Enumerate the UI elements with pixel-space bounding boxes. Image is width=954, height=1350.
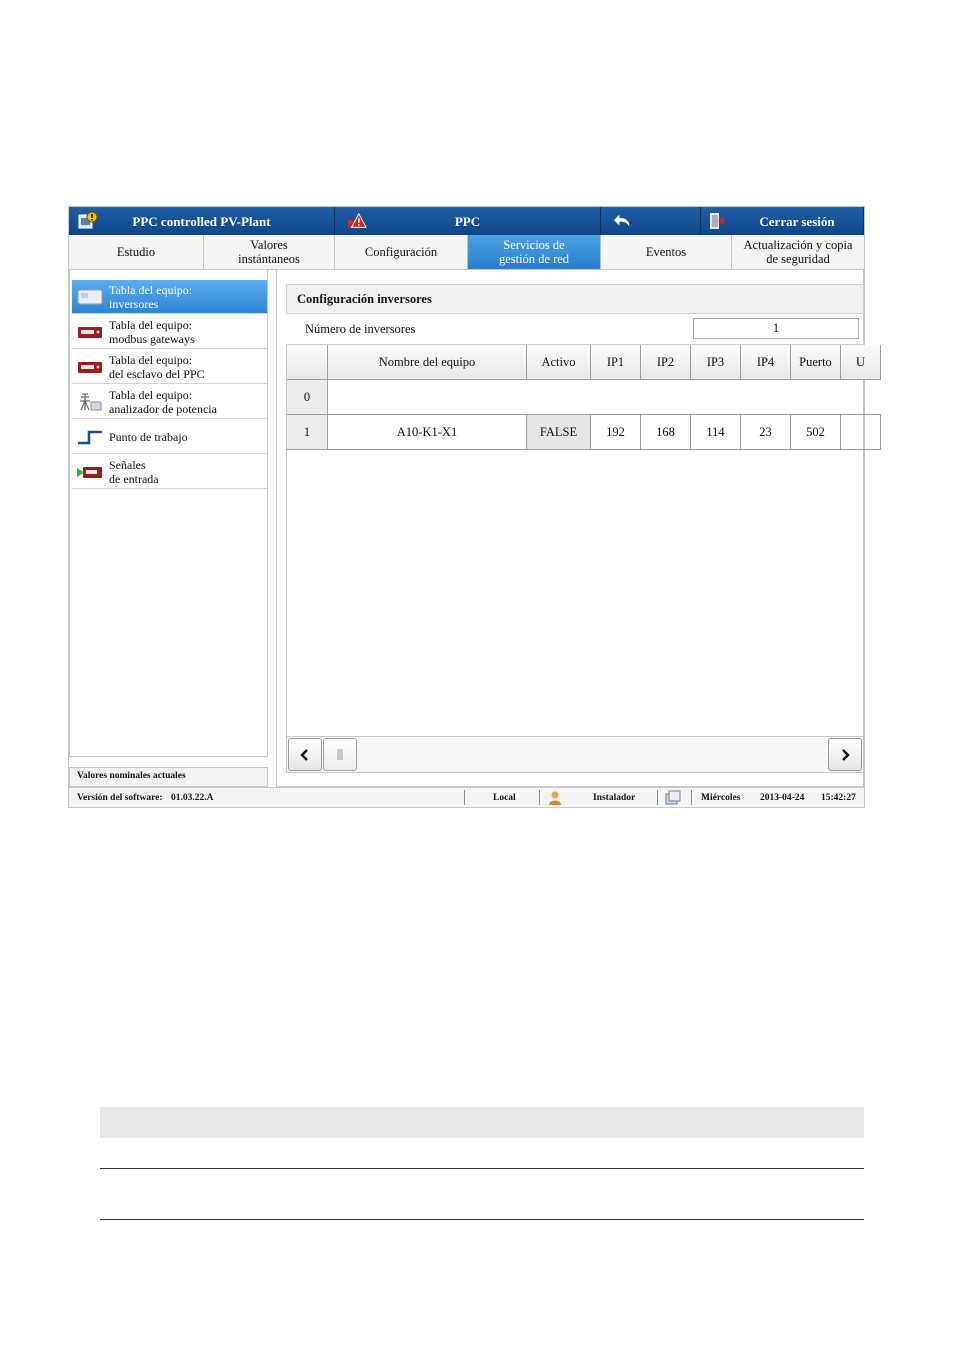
weekday: Miércoles: [701, 793, 741, 803]
inverter-count-input[interactable]: 1: [693, 318, 859, 339]
table-cell[interactable]: 168: [641, 415, 691, 450]
title-bar: [69, 207, 864, 235]
table-corner: [287, 345, 328, 380]
tab-servicios-gestion-red[interactable]: Servicios de gestión de red: [468, 235, 601, 269]
sidebar-item-label: [109, 318, 195, 346]
column-header[interactable]: IP4: [741, 345, 791, 380]
plant-name: PPC controlled PV-Plant: [132, 214, 271, 229]
undo-icon: [613, 211, 633, 231]
sidebar-item-label: [109, 430, 188, 444]
sidebar-label-line2: modbus gateways: [109, 332, 195, 346]
table-cell[interactable]: FALSE: [527, 415, 591, 450]
sidebar-label-line2: inversores: [109, 297, 159, 311]
operating-point-icon: [77, 428, 103, 446]
column-header[interactable]: IP3: [691, 345, 741, 380]
logout-icon: [707, 211, 727, 231]
sidebar-item-analizador-potencia[interactable]: [72, 385, 267, 419]
sidebar-item-inversores[interactable]: [72, 280, 267, 314]
date: 2013-04-24: [760, 793, 805, 803]
device-segment[interactable]: [335, 207, 601, 235]
time: 15:42:27: [821, 793, 856, 803]
gateway-icon: [77, 323, 103, 341]
sidebar-label-line1: Señales: [109, 458, 146, 472]
row-header[interactable]: 1: [287, 415, 328, 450]
user-icon: [547, 790, 563, 806]
undo-segment[interactable]: [601, 207, 701, 235]
tab-estudio[interactable]: Estudio: [69, 235, 204, 269]
sidebar-item-punto-trabajo[interactable]: [72, 420, 267, 454]
inverter-icon: [77, 288, 103, 306]
sidebar-label-line1: Tabla del equipo:: [109, 353, 193, 367]
sidebar-label-line1: Tabla del equipo:: [109, 283, 193, 297]
software-version: 01.03.22.A: [171, 793, 214, 803]
scroll-left-button[interactable]: [288, 738, 322, 771]
table-cell[interactable]: [841, 415, 881, 450]
inverter-count-label: Número de inversores: [305, 322, 416, 336]
column-header[interactable]: Activo: [527, 345, 591, 380]
panel-title: Configuración inversores: [286, 284, 864, 314]
scroll-right-button[interactable]: [828, 738, 862, 771]
row-header[interactable]: 0: [287, 380, 328, 415]
column-header[interactable]: U: [841, 345, 881, 380]
table-cell[interactable]: A10-K1-X1: [328, 415, 527, 450]
divider: [691, 790, 692, 805]
divider: [464, 790, 465, 805]
column-header[interactable]: Nombre del equipo: [328, 345, 527, 380]
status-bar: [69, 787, 864, 807]
column-header[interactable]: IP2: [641, 345, 691, 380]
tab-eventos[interactable]: Eventos: [601, 235, 732, 269]
plant-segment[interactable]: [69, 207, 335, 235]
sidebar: [69, 269, 268, 757]
grip-icon: [324, 739, 356, 770]
inverter-count-row: [286, 314, 864, 345]
sidebar-label-line1: Tabla del equipo:: [109, 388, 193, 402]
sidebar-label-line1: Punto de trabajo: [109, 430, 188, 444]
sidebar-label-line2: del esclavo del PPC: [109, 367, 205, 381]
device-name: PPC: [454, 214, 481, 229]
sidebar-item-modbus-gateways[interactable]: [72, 315, 267, 349]
column-header[interactable]: Puerto: [791, 345, 841, 380]
sidebar-item-label: [109, 353, 205, 381]
mode-label: Local: [493, 793, 516, 803]
inverter-table: [286, 345, 864, 736]
sidebar-label-line1: Tabla del equipo:: [109, 318, 193, 332]
horizontal-scrollbar[interactable]: [286, 736, 864, 773]
divider: [539, 790, 540, 805]
sidebar-label-line2: analizador de potencia: [109, 402, 217, 416]
tab-actualizacion[interactable]: Actualización y copia de seguridad: [743, 238, 853, 266]
input-signals-icon: [77, 463, 103, 481]
logout-label: Cerrar sesión: [759, 214, 835, 229]
chevron-right-icon: [840, 749, 850, 761]
power-analyzer-icon: [77, 390, 103, 414]
sidebar-label-line2: de entrada: [109, 472, 159, 486]
sidebar-item-senales-entrada[interactable]: [72, 455, 267, 489]
chevron-left-icon: [300, 749, 310, 761]
main-panel: [276, 269, 864, 787]
scroll-thumb[interactable]: [323, 738, 357, 771]
sidebar-item-label: [109, 388, 217, 416]
divider: [657, 790, 658, 805]
user-role: Instalador: [593, 793, 636, 803]
logout-button[interactable]: [701, 207, 864, 235]
document-rule: [100, 1168, 864, 1169]
app-window: [69, 207, 864, 807]
ppc-slave-icon: [77, 358, 103, 376]
column-header[interactable]: IP1: [591, 345, 641, 380]
main-nav: [69, 235, 864, 270]
document-shaded-bar: [100, 1107, 864, 1138]
table-cell[interactable]: 192: [591, 415, 641, 450]
document-rule: [100, 1219, 864, 1220]
software-version-label: Versión del software:: [77, 793, 163, 803]
sidebar-item-esclavo-ppc[interactable]: [72, 350, 267, 384]
tab-configuracion[interactable]: Configuración: [335, 235, 468, 269]
table-row-empty[interactable]: [328, 380, 881, 415]
table-cell[interactable]: 114: [691, 415, 741, 450]
sidebar-item-label: [109, 458, 159, 486]
table-cell[interactable]: 502: [791, 415, 841, 450]
tab-valores-instantaneos[interactable]: Valores instántaneos: [204, 235, 335, 269]
calendar-icon: [665, 790, 681, 806]
sidebar-item-label: [109, 283, 192, 311]
nominal-values-button[interactable]: Valores nominales actuales: [69, 767, 268, 787]
table-cell[interactable]: 23: [741, 415, 791, 450]
